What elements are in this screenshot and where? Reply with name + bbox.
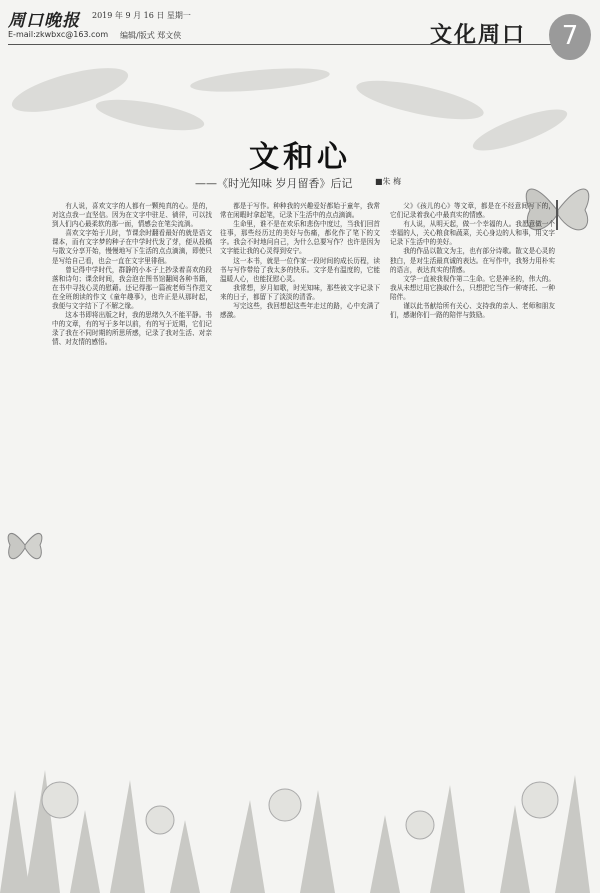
paragraph: 曾记得中学时代，群静的小本子上抄录着喜欢的段落和诗句；课余时间，我会泡在图书馆翻阅各种书籍，在书中寻找心灵的慰藉。还记得那一篇被老师当作范文在全班朗读的作文《童年趣事》，也许正是从那时起，我便与文字结下了不解之缘。 <box>52 265 212 311</box>
date-line: 2019 年 9 月 16 日 星期一 <box>92 11 191 20</box>
editor-line: 编辑/版式 郑文侠 <box>120 31 182 40</box>
article-column-2 <box>220 202 380 822</box>
paragraph: 父》《孩儿的心》等文章，都是在不经意间写下的，它们记录着我心中最真实的情感。 <box>390 202 555 220</box>
paragraph: 生命里，谁不是在欢乐和悲伤中度过，当我们回首往事，那些经历过的美好与伤痛，都化作了笔下的文字。我会不时地问自己，为什么总要写作？也许是因为文字能让我的心灵得到安宁。 <box>220 220 380 256</box>
paragraph: 这本书即将出版之时，我的思绪久久不能平静。书中的文章，有的写于多年以前，有的写于近期，它们记录了我在不同时期的所思所感，记录了我对生活、对亲情、对友情的感悟。 <box>52 311 212 347</box>
paper-name: 周口晚报 <box>8 11 80 31</box>
article-column-1 <box>52 202 212 822</box>
page-header <box>0 0 600 58</box>
paragraph: 有人说，喜欢文字的人都有一颗纯真的心。是的，对这点我一直坚信。因为在文字中驻足、徜徉，可以找到人们内心最柔软的那一面，情感会在笔尖流淌。 <box>52 202 212 229</box>
paragraph: 我常想，岁月如歌，时光知味，那些被文字记录下来的日子，都留下了淡淡的清香。 <box>220 283 380 301</box>
paragraph: 写完这些，我回想起这些年走过的路，心中充满了感激。 <box>220 302 380 320</box>
paragraph: 我的作品以散文为主，也有部分诗歌。散文是心灵的独白，是对生活最真诚的表达。在写作中，我努力用朴实的语言，表达真实的情感。 <box>390 247 555 274</box>
paragraph: 谨以此书献给所有关心、支持我的亲人、老师和朋友们，感谢你们一路的陪伴与鼓励。 <box>390 302 555 320</box>
paragraph: 都是于写作。种种我的兴趣爱好都始于童年，我常常在闲暇时拿起笔，记录下生活中的点点滴滴。 <box>220 202 380 220</box>
paragraph: 文学一直被我视作第二生命。它是神圣的，伟大的。我从未想过用它换取什么，只想把它当作一种寄托、一种陪伴。 <box>390 274 555 301</box>
email-line: E-mail:zkwbxc@163.com <box>8 30 109 39</box>
article-subtitle: ——《时光知味 岁月留香》后记 <box>195 177 353 190</box>
page-number-badge: 7 <box>549 14 591 60</box>
section-name: 文化周口 <box>430 22 527 48</box>
article-column-3 <box>390 202 555 822</box>
butterfly-small-icon <box>5 520 45 570</box>
paragraph: 喜欢文字始于儿时，节课余时翻看最好的就是语文课本，而有文字梦的种子在中学时代发了芽，便从投稿与散文分享开始，慢慢地写下生活的点点滴滴，即使只是写给自己看，也会一直在文字里徘徊。 <box>52 229 212 265</box>
paragraph: 有人说，从明天起，做一个幸福的人。我愿意做一个幸福的人，关心粮食和蔬菜，关心身边的人和事，用文字记录下生活中的美好。 <box>390 220 555 247</box>
article-author: ■朱 梅 <box>375 177 402 186</box>
paragraph: 这一本书，就是一位作家一段时间的成长历程，读书与写作带给了我太多的快乐。文字是有温度的，它能温暖人心，也能抚慰心灵。 <box>220 256 380 283</box>
article-title: 文和心 <box>249 140 351 175</box>
